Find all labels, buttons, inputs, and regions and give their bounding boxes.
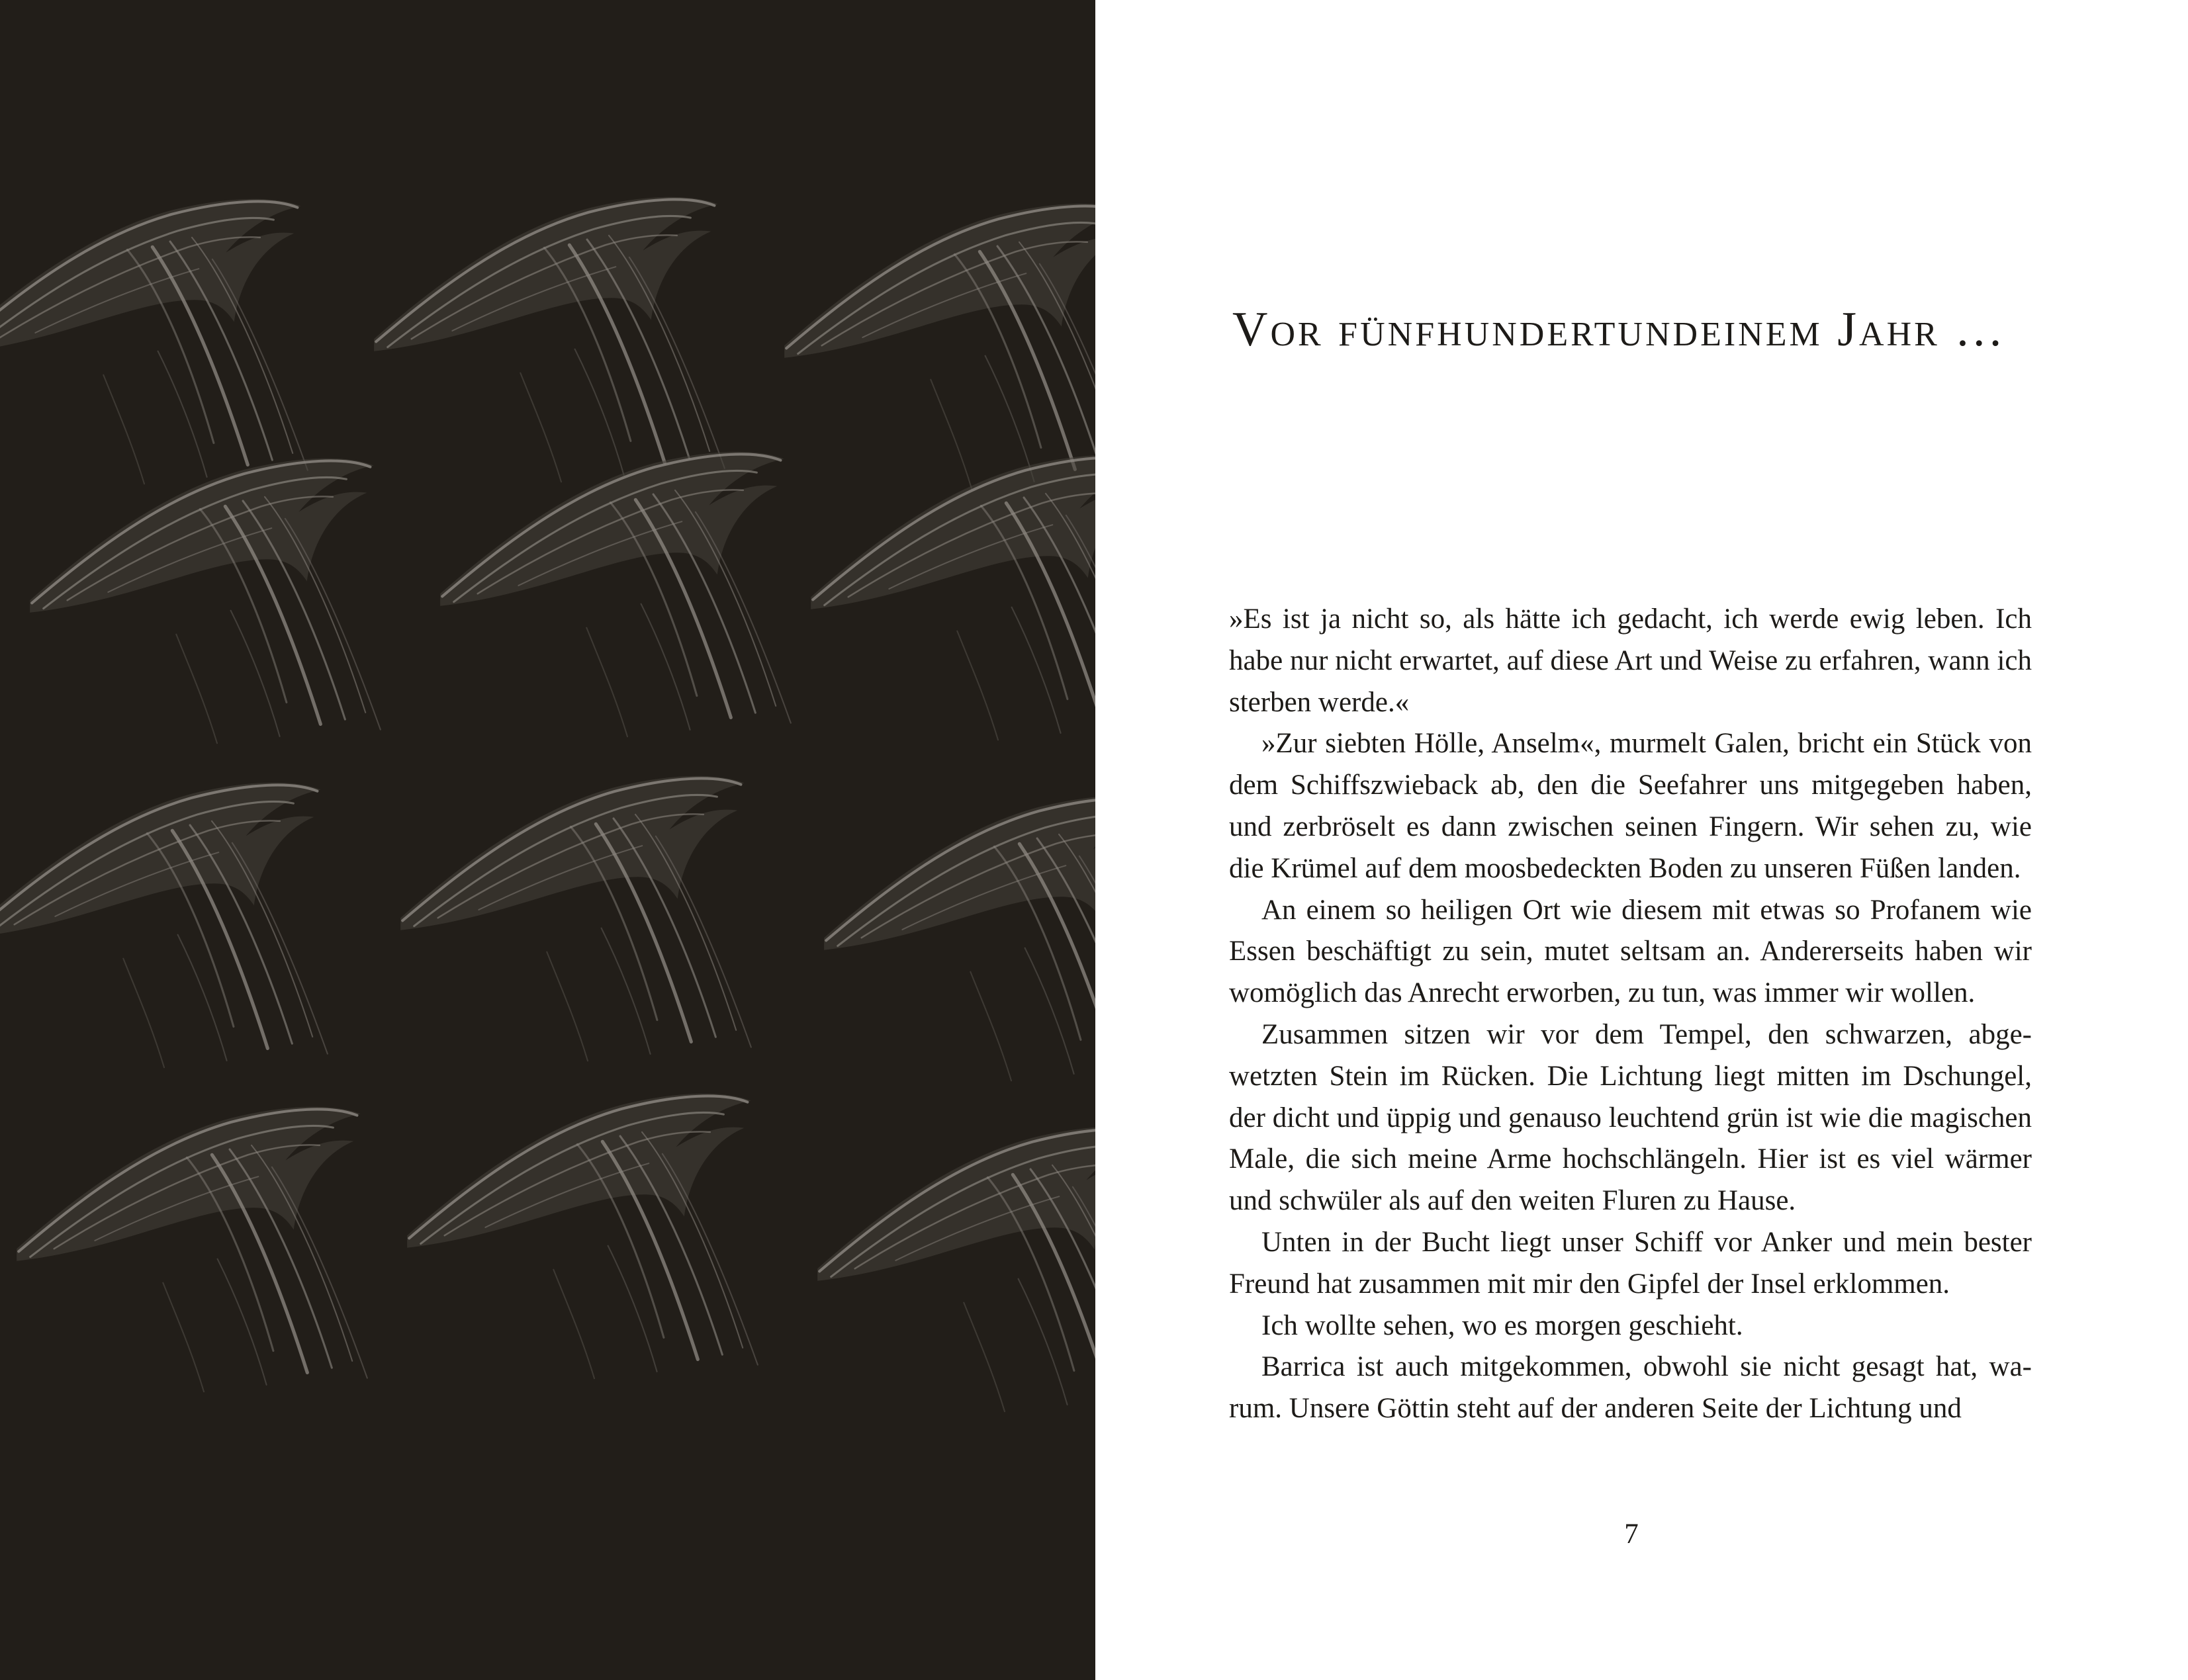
paragraph: Ich wollte sehen, wo es morgen geschieht.	[1261, 1309, 1743, 1341]
chapter-title: Vor fünfhundertundeinem Jahr …	[1232, 302, 2007, 357]
paragraph: An einem so heiligen Ort wie diesem mit etwas so Profanem wie Essen beschäftigt zu sein, mutet seltsam an. Andererseits haben wir womöglich das Anrecht erworben, zu tun, was immer wir wollen.	[1229, 894, 2032, 1009]
paragraph: »Es ist ja nicht so, als hätte ich gedacht, ich werde ewig leben. Ich habe nur nicht erwartet, auf diese Art und Weise zu erfahren, wann ich sterben werde.«	[1229, 603, 2032, 718]
paragraph: Unten in der Bucht liegt unser Schiff vor Anker und mein bester Freund hat zusammen mit mir den Gipfel der Insel erklommen.	[1229, 1226, 2032, 1300]
paragraph: Zusammen sitzen wir vor dem Tempel, den schwarzen, abgewetzten Stein im Rücken. Die Lichtung liegt mitten im Dschungel, der dicht und üppig und genauso leuchtend grün ist wie die magischen Male, die sich meine Arme hochschlängeln. Hier ist es viel wärmer und schwüler als auf den weiten Fluren zu Hause.	[1229, 1018, 2032, 1217]
chapter-body	[1229, 599, 2032, 1430]
wave-row-2	[30, 452, 1095, 744]
paragraph: Barrica ist auch mitgekommen, obwohl sie nicht gesagt hat, warum. Unsere Göttin steht auf der anderen Seite der Lichtung und	[1229, 1351, 2032, 1425]
wave-row-4	[17, 1094, 1095, 1412]
wave-row-1	[0, 197, 1095, 489]
wave-row-3	[0, 776, 1095, 1081]
paragraph: »Zur siebten Hölle, Anselm«, murmelt Galen, bricht ein Stück von dem Schiffszwieback ab, den die Seefahrer uns mitgegeben haben, und zerbröselt es dann zwischen seinen Fingern. Wir sehen zu, wie die Krümel auf dem moosbedeckten Boden zu unseren Füßen landen.	[1229, 728, 2032, 884]
page-number: 7	[1624, 1519, 1639, 1550]
